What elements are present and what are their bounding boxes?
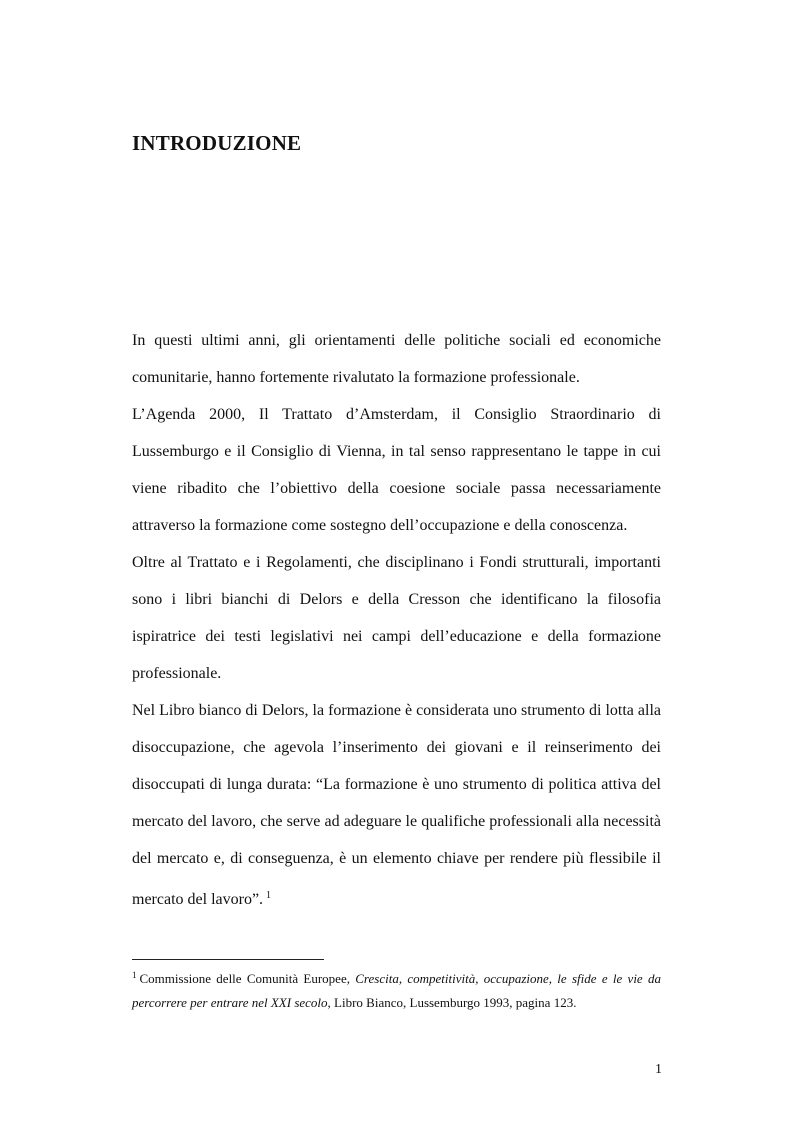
footnote-title-part1: Crescita, competitività, occupazione, le sfide e le vie da [355,971,661,986]
page-title: INTRODUZIONE [132,131,302,155]
text-line: L’Agenda 2000, Il Trattato d’Amsterdam, il Consiglio Straordinario di [132,406,661,423]
text-line: comunitarie, hanno fortemente rivalutato la formazione professionale. [132,369,580,386]
page-number: 1 [655,1062,662,1077]
text-line: professionale. [132,665,222,682]
text-line-with-footnote-ref [132,877,661,914]
text-line: In questi ultimi anni, gli orientamenti delle politiche sociali ed economiche [132,332,661,349]
text-line: Lussemburgo e il Consiglio di Vienna, in tal senso rappresentano le tappe in cui [132,443,661,460]
text-line: disoccupati di lunga durata: “La formazione è uno strumento di politica attiva del [132,776,661,793]
text-line: attraverso la formazione come sostegno dell’occupazione e della conoscenza. [132,517,628,534]
text-line: del mercato e, di conseguenza, è un elemento chiave per rendere più flessibile il [132,850,661,867]
footnote-mark: 1 [132,970,137,980]
text-line: disoccupazione, che agevola l’inserimento dei giovani e il reinserimento dei [132,739,661,756]
text-line: viene ribadito che l’obiettivo della coesione sociale passa necessariamente [132,480,661,497]
footnote-source: Libro Bianco, Lussemburgo 1993, pagina 123. [330,995,577,1010]
text-line: Oltre al Trattato e i Regolamenti, che disciplinano i Fondi strutturali, importanti [132,554,661,571]
text-line-content: mercato del lavoro”. [132,891,264,908]
text-line: mercato del lavoro, che serve ad adeguare le qualifiche professionali alla necessità [132,813,661,830]
footnote-title-part2: percorrere per entrare nel XXI secolo, [132,995,331,1010]
text-line: sono i libri bianchi di Delors e della Cresson che identificano la filosofia [132,591,661,608]
footnote-reference[interactable]: 1 [266,890,272,901]
text-line: Nel Libro bianco di Delors, la formazione è considerata uno strumento di lotta alla [132,702,661,719]
footnote-author: Commissione delle Comunità Europee, [139,971,356,986]
body-text [132,322,661,914]
footnote-line [132,989,661,1017]
footnote-line [132,961,661,989]
text-line: ispiratrice dei testi legislativi nei campi dell’educazione e della formazione [132,628,661,645]
footnote-separator [132,959,324,960]
footnote [132,961,661,1017]
